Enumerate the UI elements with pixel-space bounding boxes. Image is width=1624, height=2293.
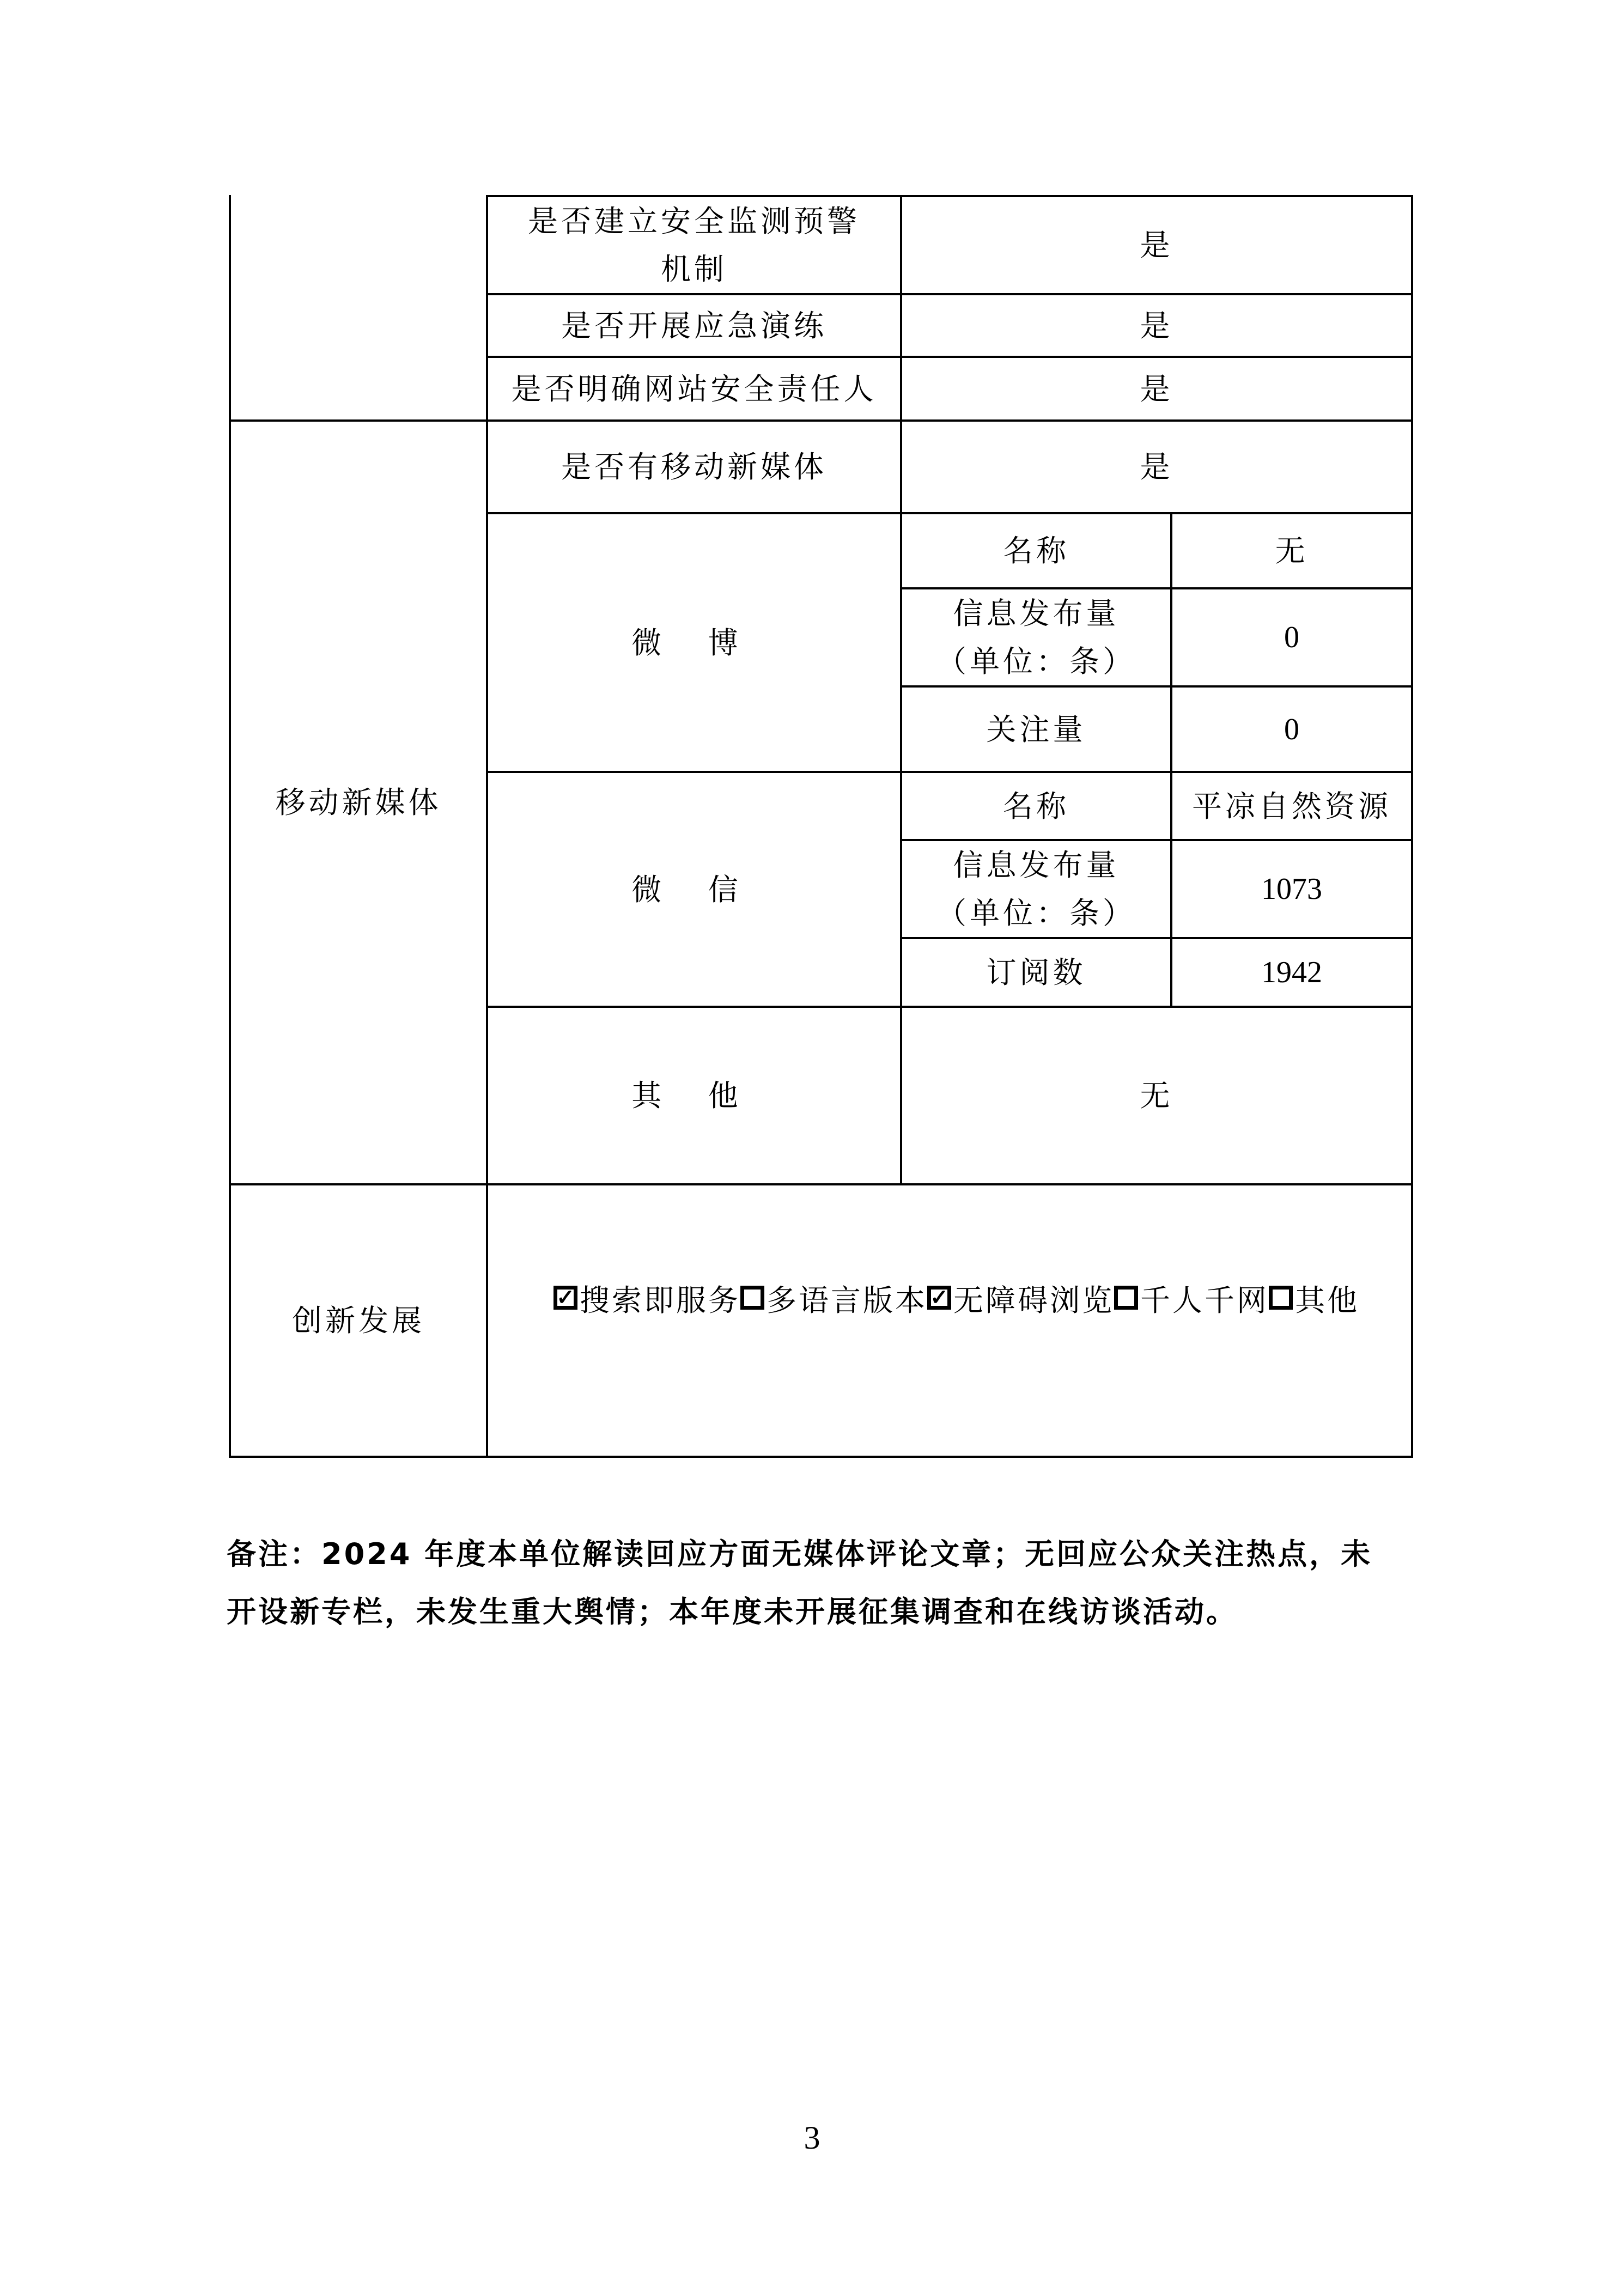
weibo-name-value: 无 <box>1275 533 1309 568</box>
row-value-monitoring: 是 <box>1140 228 1173 263</box>
wechat-subs-value: 1942 <box>1261 956 1322 989</box>
weibo-posts-label: 信息发布量 （单位：条） <box>936 596 1136 679</box>
row-label-has-media: 是否有移动新媒体 <box>561 449 827 484</box>
checkbox-unchecked-icon[interactable] <box>1114 1286 1138 1310</box>
wechat-name-label: 名称 <box>1002 788 1069 824</box>
weibo-posts-value: 0 <box>1284 621 1299 654</box>
other-label: 其 他 <box>631 1078 757 1113</box>
option-label: 其他 <box>1295 1282 1360 1318</box>
option-label: 无障碍浏览 <box>953 1282 1115 1318</box>
option-label: 多语言版本 <box>767 1282 928 1318</box>
wechat-posts-value: 1073 <box>1261 872 1322 906</box>
row-value-responsible: 是 <box>1140 371 1173 406</box>
page-number: 3 <box>804 2120 820 2156</box>
wechat-name-value: 平凉自然资源 <box>1191 788 1391 824</box>
checkbox-checked-icon[interactable]: ✓ <box>927 1286 951 1310</box>
remark-note: 备注：2024 年度本单位解读回应方面无媒体评论文章；无回应公众关注热点，未开设新专栏，未发生重大舆情；本年度未开展征集调查和在线访谈活动。 <box>227 1537 1373 1629</box>
section-label-innovation: 创新发展 <box>291 1303 425 1338</box>
checkbox-unchecked-icon[interactable] <box>740 1286 764 1310</box>
other-value: 无 <box>1140 1078 1173 1113</box>
row-label-monitoring: 是否建立安全监测预警 机制 <box>527 204 860 287</box>
option-label: 搜索即服务 <box>580 1282 741 1318</box>
wechat-subs-label: 订阅数 <box>986 955 1086 990</box>
table-rule <box>1411 195 1413 1458</box>
weibo-follow-value: 0 <box>1284 712 1299 746</box>
wechat-label: 微 信 <box>631 872 757 907</box>
innovation-options <box>554 1276 1359 1319</box>
row-value-has-media: 是 <box>1140 449 1173 484</box>
section-label-mobile-media: 移动新媒体 <box>275 785 442 820</box>
table-rule <box>229 1456 1413 1458</box>
weibo-label: 微 博 <box>631 625 757 660</box>
option-label: 千人千网 <box>1140 1282 1269 1318</box>
row-value-drill: 是 <box>1140 308 1173 343</box>
wechat-posts-label: 信息发布量 （单位：条） <box>936 848 1136 930</box>
checkbox-unchecked-icon[interactable] <box>1269 1286 1293 1310</box>
weibo-follow-label: 关注量 <box>986 711 1086 747</box>
weibo-name-label: 名称 <box>1002 533 1069 568</box>
row-label-responsible: 是否明确网站安全责任人 <box>511 371 877 406</box>
checkbox-checked-icon[interactable]: ✓ <box>554 1286 577 1310</box>
row-label-drill: 是否开展应急演练 <box>561 308 827 343</box>
